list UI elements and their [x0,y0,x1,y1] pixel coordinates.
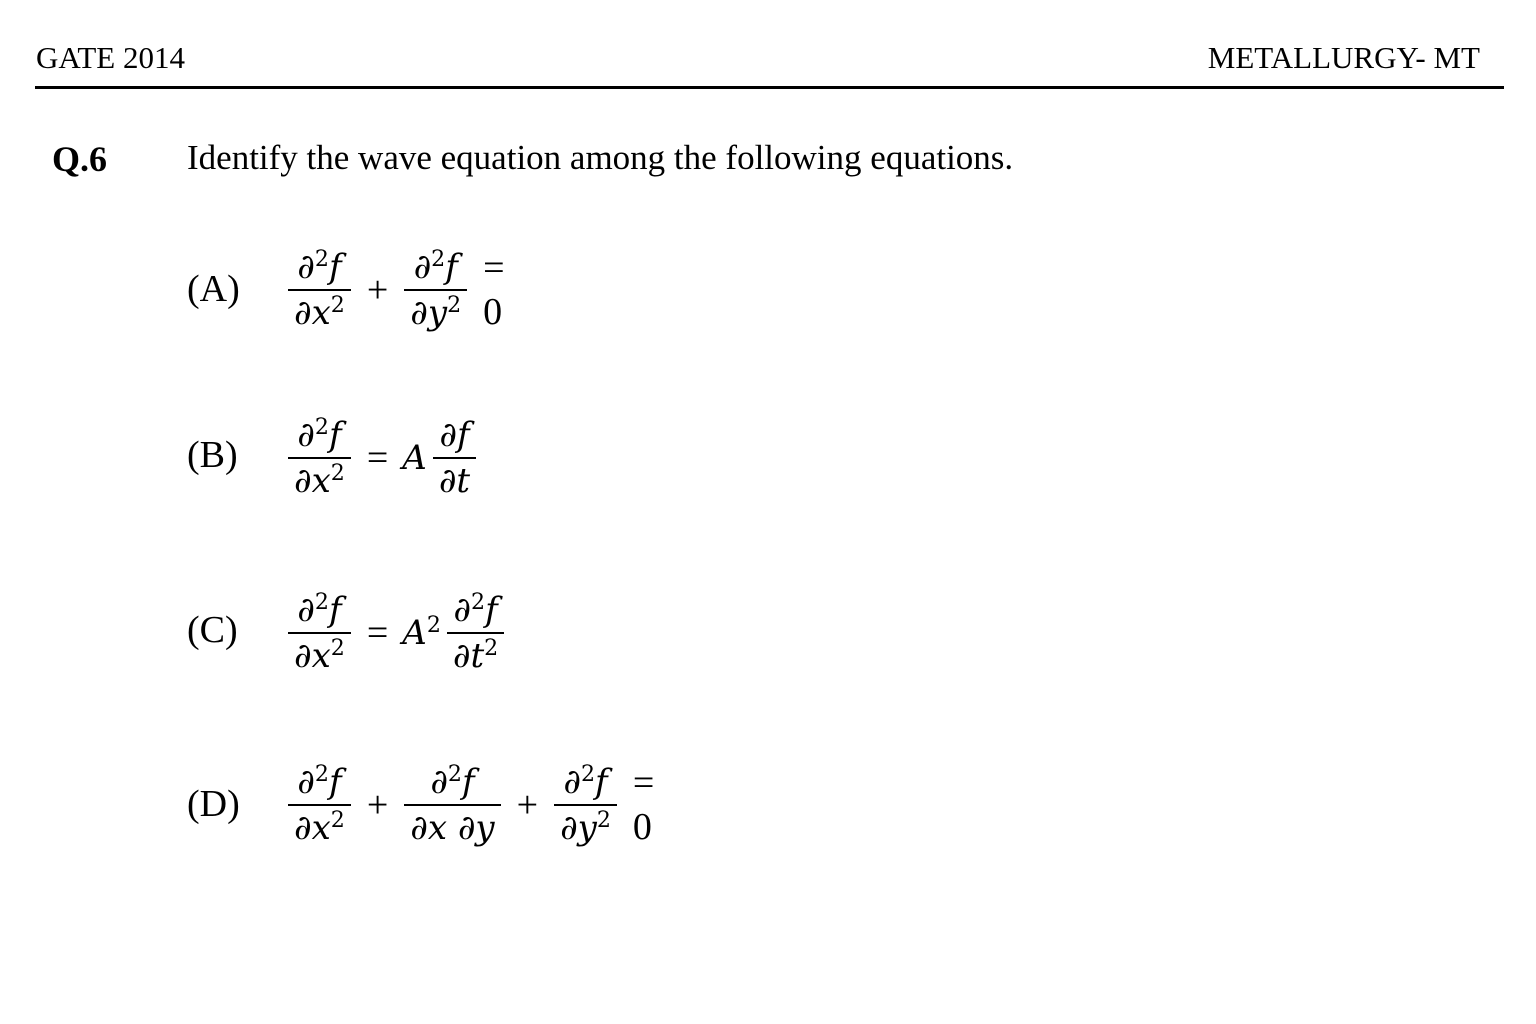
header-right-title: METALLURGY- MT [1207,40,1480,75]
option-equation: $\frac{\partial^2f}{\partial x^2}$ = $A^2$ $\frac{\partial^2f}{\partial t^2}$ [282,568,510,698]
question-text: Identify the wave equation among the following equations. [187,138,1014,177]
option-label: (B) [187,434,238,476]
option-equation: $\frac{\partial^2f}{\partial x^2}$ + $\frac{\partial^2f}{\partial y^2}$ = 0 [282,225,515,355]
option-equation: $\frac{\partial^2f}{\partial x^2}$ + $\frac{\partial^2f}{\partial x \partial y}$ + $\frac{\partial^2f}{\partial y^2}$ = 0 [282,740,664,870]
option-label: (C) [187,609,238,651]
header-divider [35,86,1504,89]
question-number: Q.6 [52,139,108,179]
option-label: (A) [187,268,240,310]
option-label: (D) [187,783,240,825]
option-equation: $\frac{\partial^2f}{\partial x^2}$ = A $\frac{\partial f}{\partial t}$ [282,393,482,523]
header-left-title: GATE 2014 [36,40,185,75]
